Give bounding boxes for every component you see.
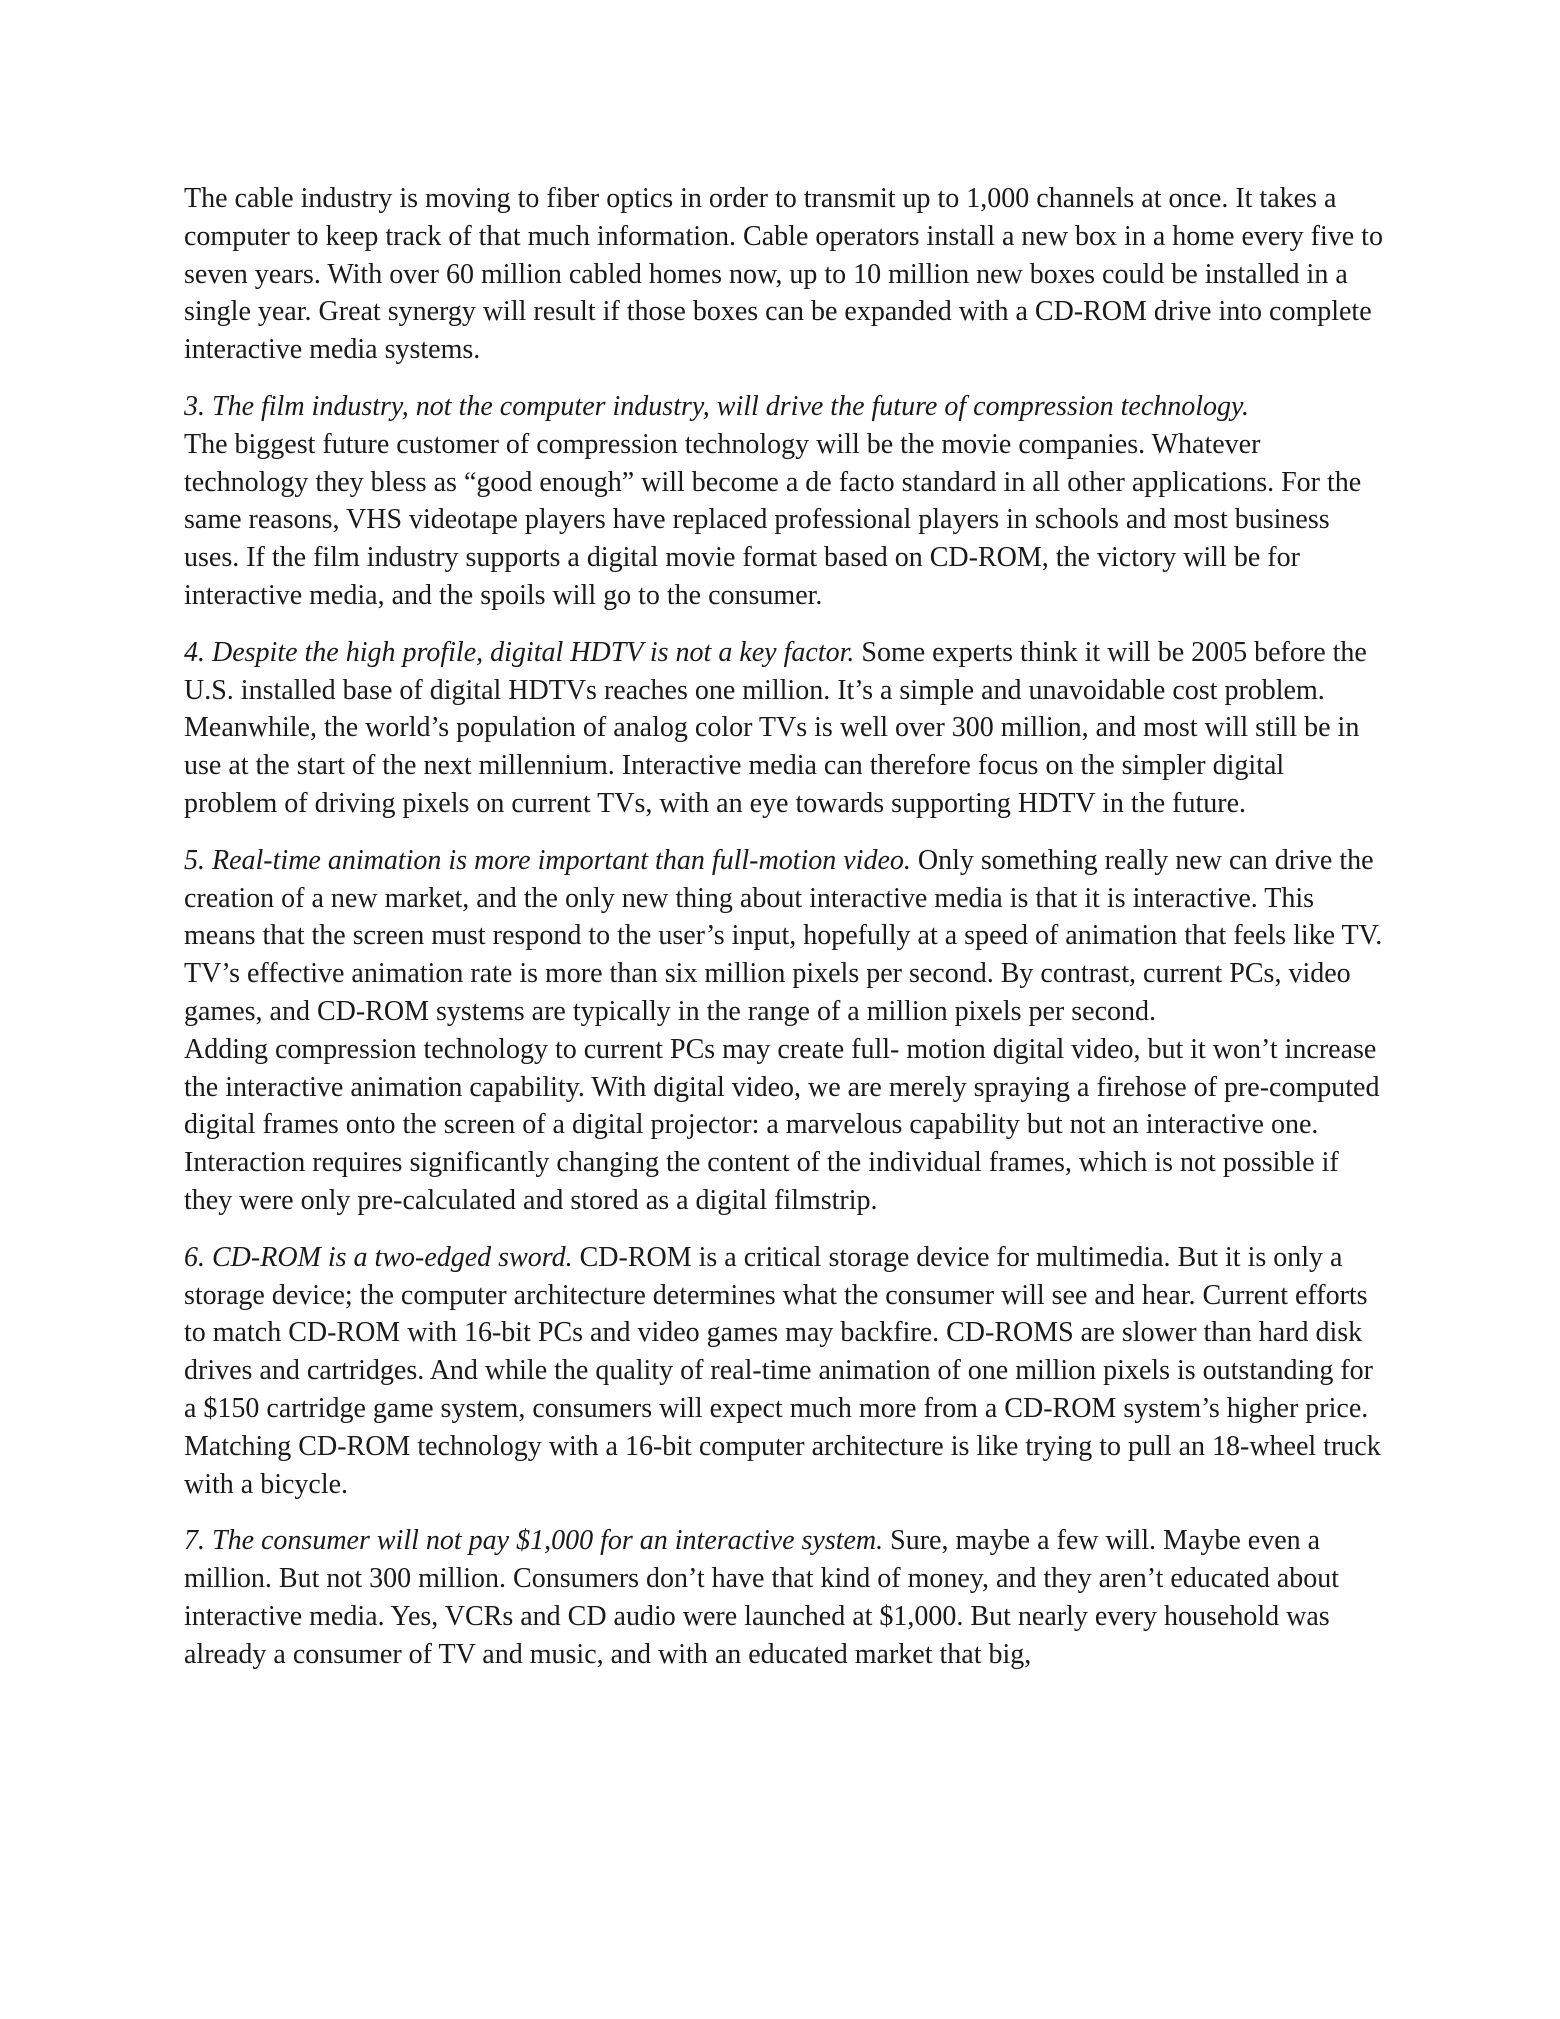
paragraph-body: CD-ROM is a critical storage device for multimedia. But it is only a storage device; the computer architecture determines what the consumer will see and hear. Current efforts to match CD-ROM with 16-bit PCs and video games may backfire. CD-ROMS are slower than hard disk drives and cartridges. And while the quality of real-time animation of one million pixels is outstanding for a $150 cartridge game system, consumers will expect much more from a CD-ROM system’s higher price. Matching CD-ROM technology with a 16-bit computer architecture is like trying to pull an 18-wheel truck with a bicycle. [184, 1241, 1381, 1500]
paragraph-lead: 6. CD-ROM is a two-edged sword. [184, 1241, 573, 1273]
paragraph-body: The cable industry is moving to fiber optics in order to transmit up to 1,000 channels at once. It takes a computer to keep track of that much information. Cable operators install a new box in a home every five to seven years. With over 60 million cabled homes now, up to 10 million new boxes could be installed in a single year. Great synergy will result if those boxes can be expanded with a CD-ROM drive into complete interactive media systems. [184, 183, 1383, 366]
paragraph-lead: 7. The consumer will not pay $1,000 for an interactive system. [184, 1525, 884, 1557]
paragraph-cable-industry [184, 180, 1384, 369]
paragraph-lead: 4. Despite the high profile, digital HDTV is not a key factor. [184, 636, 855, 668]
paragraph-point-3 [184, 388, 1384, 615]
paragraph-body: The biggest future customer of compression technology will be the movie companies. Whatever technology they bless as “good enough” will become a de facto standard in all other applications. For the same reasons, VHS videotape players have replaced professional players in schools and most business uses. If the film industry supports a digital movie format based on CD-ROM, the victory will be for interactive media, and the spoils will go to the consumer. [184, 428, 1362, 611]
paragraph-body: Only something really new can drive the creation of a new market, and the only new thing about interactive media is that it is interactive. This means that the screen must respond to the user’s input, hopefully at a speed of animation that feels like TV. TV’s effective animation rate is more than six million pixels per second. By contrast, current PCs, video games, and CD-ROM systems are typically in the range of a million pixels per second. [184, 844, 1383, 1027]
paragraph-lead: 5. Real-time animation is more important than full-motion video. [184, 844, 911, 876]
paragraph-lead: 3. The film industry, not the computer industry, will drive the future of compression technology. [184, 390, 1249, 422]
paragraph-point-7 [184, 1522, 1384, 1673]
paragraph-point-5-continued [184, 1031, 1384, 1220]
paragraph-point-6 [184, 1239, 1384, 1504]
paragraph-point-4 [184, 634, 1384, 823]
paragraph-body: Adding compression technology to current PCs may create full- motion digital video, but it won’t increase the interactive animation capability. With digital video, we are merely spraying a firehose of pre-computed digital frames onto the screen of a digital projector: a marvelous capability but not an interactive one. Interaction requires significantly changing the content of the individual frames, which is not possible if they were only pre-calculated and stored as a digital filmstrip. [184, 1033, 1380, 1216]
paragraph-body: Some experts think it will be 2005 before the U.S. installed base of digital HDTVs reaches one million. It’s a simple and unavoidable cost problem. Meanwhile, the world’s population of analog color TVs is well over 300 million, and most will still be in use at the start of the next millennium. Interactive media can therefore focus on the simpler digital problem of driving pixels on current TVs, with an eye towards supporting HDTV in the future. [184, 636, 1367, 819]
document-page [184, 180, 1384, 1692]
paragraph-point-5 [184, 842, 1384, 1031]
paragraph-body: Sure, maybe a few will. Maybe even a million. But not 300 million. Consumers don’t have that kind of money, and they aren’t educated about interactive media. Yes, VCRs and CD audio were launched at $1,000. But nearly every household was already a consumer of TV and music, and with an educated market that big, [184, 1525, 1340, 1670]
